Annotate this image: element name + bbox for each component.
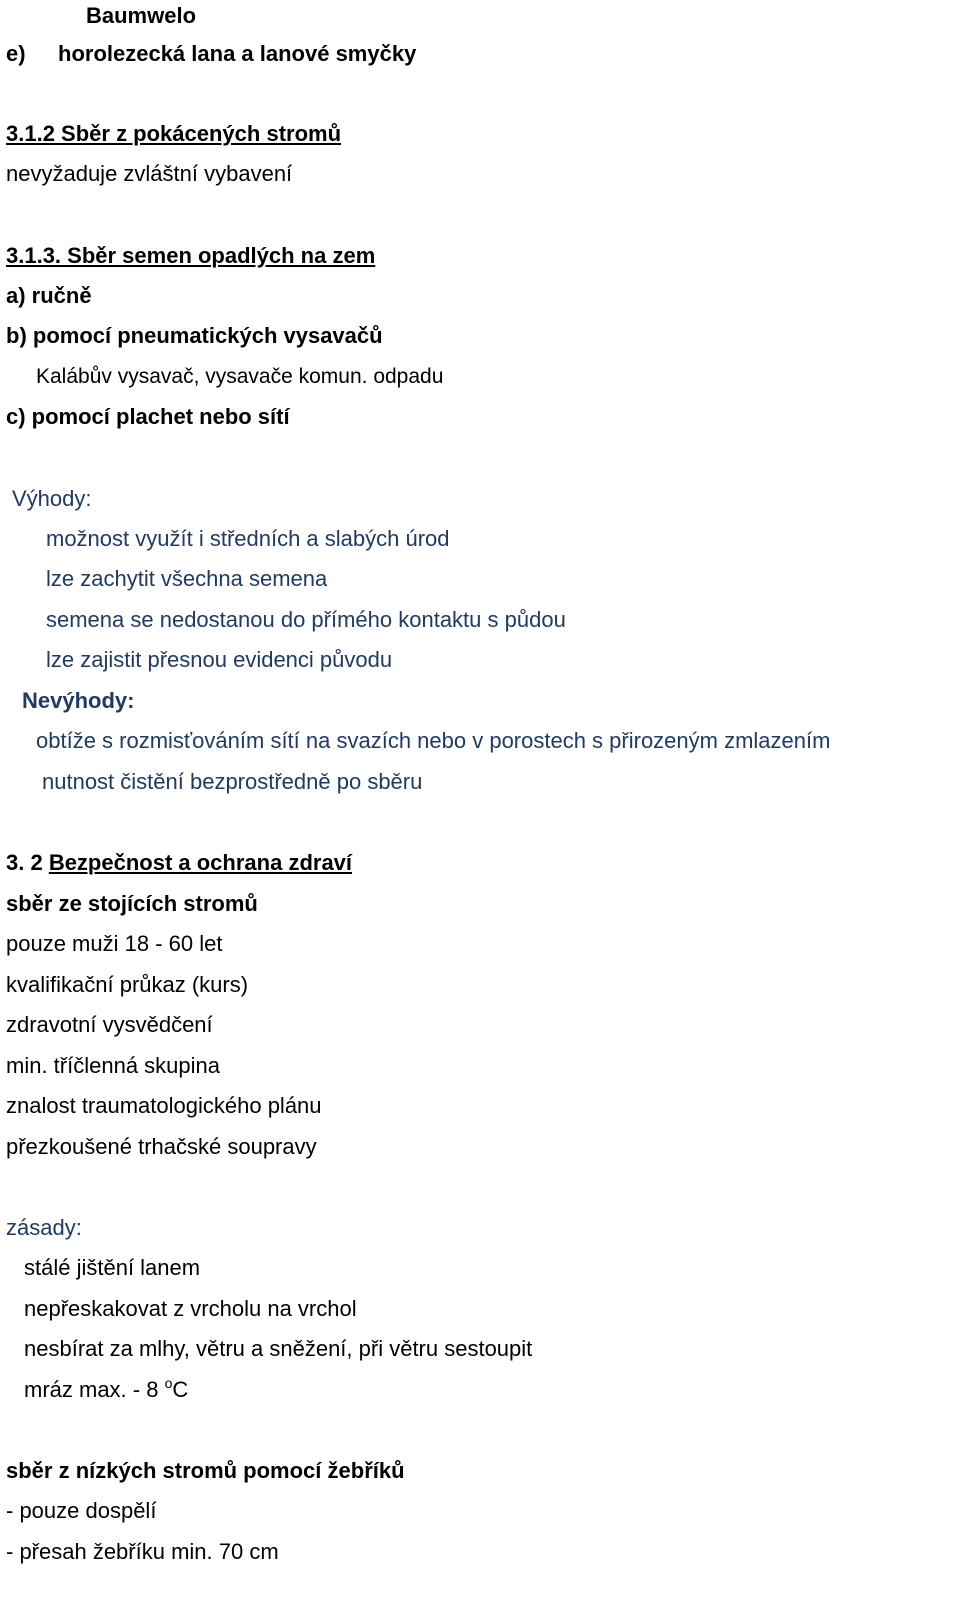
requirement-6: přezkoušené trhačské soupravy [6,1134,317,1159]
section-heading-312: 3.1.2 Sběr z pokácených stromů [6,121,342,146]
principle-3: nesbírat za mlhy, větru a sněžení, při větru sestoupit [24,1336,533,1361]
method-a: a) ručně [6,283,92,308]
principle-4-text: mráz max. - 8 [24,1377,165,1402]
vacuum-examples: Kalábův vysavač, vysavače komun. odpadu [36,365,444,388]
low-trees-heading: sběr z nízkých stromů pomocí žebříků [6,1458,405,1483]
section-32-title: Bezpečnost a ochrana zdraví [48,850,353,875]
disadvantage-1: obtíže s rozmisťováním sítí na svazích nebo v porostech s přirozeným zmlazením [36,728,831,753]
disadvantages-heading: Nevýhody: [22,688,135,713]
advantage-4: lze zajistit přesnou evidenci původu [46,647,393,672]
ladder-rule-1: - pouze dospělí [6,1498,157,1523]
baumwelo-text: Baumwelo [86,3,197,28]
requirement-1: pouze muži 18 - 60 let [6,931,223,956]
requirement-5: znalost traumatologického plánu [6,1093,322,1118]
no-equipment-text: nevyžaduje zvláštní vybavení [6,161,293,186]
method-c: c) pomocí plachet nebo sítí [6,404,290,429]
principle-1: stálé jištění lanem [24,1255,201,1280]
item-e-prefix: e) [6,41,26,66]
section-heading-313: 3.1.3. Sběr semen opadlých na zem [6,243,376,268]
item-e-text: horolezecká lana a lanové smyčky [58,41,417,66]
principle-2: nepřeskakovat z vrcholu na vrchol [24,1296,357,1321]
degree-superscript: o [164,1375,173,1391]
item-e [6,38,416,70]
degree-unit: C [172,1377,189,1402]
advantage-3: semena se nedostanou do přímého kontaktu s půdou [46,607,566,632]
section-32-number: 3. 2 [6,850,49,875]
advantage-1: možnost využít i středních a slabých úrod [46,526,450,551]
requirement-2: kvalifikační průkaz (kurs) [6,972,249,997]
advantages-heading [12,483,92,515]
disadvantage-2: nutnost čistění bezprostředně po sběru [42,769,423,794]
standing-trees-heading: sběr ze stojících stromů [6,891,258,916]
principles-heading: zásady: [6,1215,82,1240]
advantages-label: Výhody: [12,486,92,511]
requirement-3: zdravotní vysvědčení [6,1012,213,1037]
principle-4 [24,1374,188,1406]
method-b: b) pomocí pneumatických vysavačů [6,323,383,348]
section-heading-32 [6,847,352,879]
requirement-4: min. tříčlenná skupina [6,1053,220,1078]
advantage-2: lze zachytit všechna semena [46,566,328,591]
ladder-rule-2: - přesah žebříku min. 70 cm [6,1539,279,1564]
